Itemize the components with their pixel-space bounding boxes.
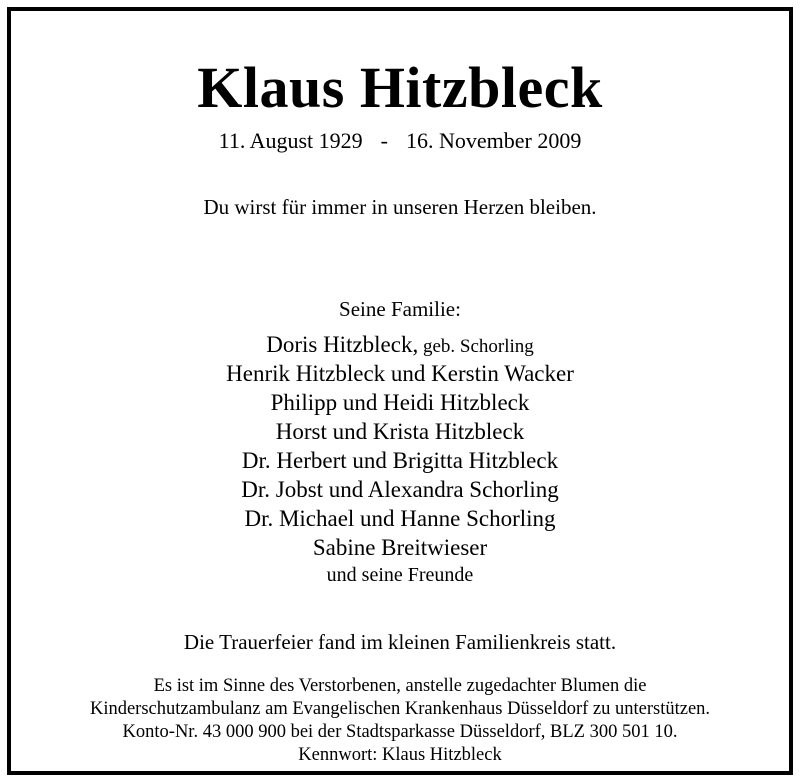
life-dates (11, 127, 789, 155)
family-member-name: Dr. Jobst und Alexandra Schorling (241, 477, 559, 502)
birth-date: 11. August 1929 (218, 128, 363, 153)
family-member-name: Horst und Krista Hitzbleck (275, 419, 525, 444)
family-member (11, 476, 789, 504)
donation-line: Kinderschutzambulanz am Evangelischen Krankenhaus Düsseldorf zu unterstützen. (89, 699, 711, 719)
family-member-name: Philipp und Heidi Hitzbleck (270, 390, 530, 415)
family-member (11, 389, 789, 417)
family-member-name: Doris Hitzbleck, (266, 332, 419, 357)
donation-line: Kennwort: Klaus Hitzbleck (298, 745, 502, 765)
family-member (11, 534, 789, 562)
family-member (11, 505, 789, 533)
family-member-name: Dr. Herbert und Brigitta Hitzbleck (241, 448, 559, 473)
funeral-note: Die Trauerfeier fand im kleinen Familienkreis statt. (183, 630, 617, 654)
memorial-verse: Du wirst für immer in unseren Herzen bleiben. (203, 195, 597, 219)
friends-line: und seine Freunde (326, 564, 474, 586)
obituary-notice (7, 7, 793, 775)
death-date: 16. November 2009 (406, 128, 582, 153)
deceased-name: Klaus Hitzbleck (197, 55, 603, 120)
family-heading: Seine Familie: (339, 297, 461, 321)
family-member (11, 447, 789, 475)
donation-line: Konto-Nr. 43 000 900 bei der Stadtsparkasse Düsseldorf, BLZ 300 501 10. (122, 722, 678, 742)
family-member (11, 418, 789, 446)
family-member (11, 360, 789, 388)
donation-line: Es ist im Sinne des Verstorbenen, anstelle zugedachter Blumen die (153, 676, 647, 696)
family-member (11, 331, 789, 361)
family-member-name: Dr. Michael und Hanne Schorling (244, 506, 556, 531)
date-separator: - (380, 128, 388, 153)
family-member-name: Henrik Hitzbleck und Kerstin Wacker (226, 361, 574, 386)
family-member-name: Sabine Breitwieser (312, 535, 488, 560)
family-member-suffix: geb. Schorling (418, 336, 534, 357)
